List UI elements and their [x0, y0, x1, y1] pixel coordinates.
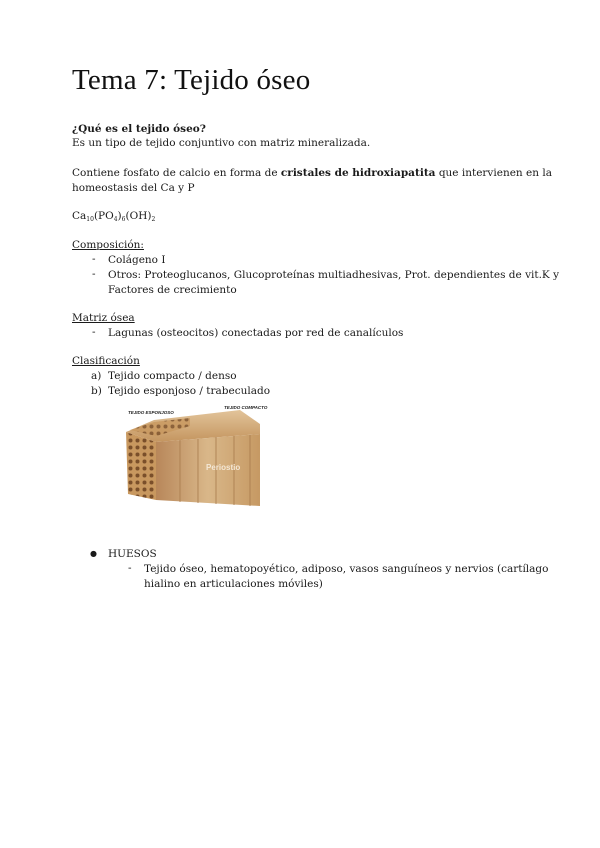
classification-item: Tejido esponjoso / trabeculado	[108, 385, 271, 397]
matrix-heading: Matriz ósea	[72, 312, 135, 324]
composition-item: Otros: Proteoglucanos, Glucoproteínas multiadhesivas, Prot. dependientes de vit.K y	[108, 269, 560, 281]
dash-bullet: -	[92, 253, 96, 265]
question-answer: Es un tipo de tejido conjuntivo con matriz mineralizada.	[72, 137, 371, 149]
paragraph-hydroxyapatite	[72, 166, 552, 181]
bones-item: Tejido óseo, hematopoyético, adiposo, vasos sanguíneos y nervios (cartílago	[144, 563, 549, 575]
formula-po: (PO	[93, 210, 114, 222]
formula-po-sub: 4	[113, 216, 118, 223]
matrix-item: Lagunas (osteocitos) conectadas por red de canalículos	[108, 327, 404, 339]
formula-ca: Ca	[72, 210, 87, 222]
paragraph-post: que intervienen en la	[438, 167, 552, 179]
classification-item: Tejido compacto / denso	[108, 370, 237, 382]
bone-tissue-illustration	[120, 402, 270, 514]
formula-oh: (OH)	[125, 210, 152, 222]
bones-item-continued: hialino en articulaciones móviles)	[144, 578, 323, 590]
page-title: Tema 7: Tejido óseo	[72, 64, 311, 96]
paragraph-bold: cristales de hidroxiapatita	[280, 167, 436, 179]
classification-marker: a)	[91, 370, 102, 382]
formula-ca-sub: 10	[86, 216, 94, 223]
chemical-formula	[72, 209, 155, 227]
formula-paren-sub: 6	[121, 216, 126, 223]
classification-marker: b)	[91, 385, 102, 397]
composition-item: Colágeno I	[108, 254, 166, 266]
question-heading: ¿Qué es el tejido óseo?	[72, 123, 206, 135]
classification-heading: Clasificación	[72, 355, 140, 367]
label-periostio: Periostio	[206, 463, 241, 472]
bones-heading: HUESOS	[108, 548, 157, 560]
label-spongy: TEJIDO ESPONJOSO	[128, 410, 174, 415]
dash-bullet: -	[92, 326, 96, 338]
round-bullet: ●	[90, 549, 97, 558]
composition-item-continued: Factores de crecimiento	[108, 284, 237, 296]
dash-bullet: -	[128, 562, 132, 574]
formula-oh-sub: 2	[151, 216, 156, 223]
composition-heading: Composición:	[72, 239, 144, 251]
paragraph-pre: Contiene fosfato de calcio en forma de	[72, 167, 278, 179]
dash-bullet: -	[92, 268, 96, 280]
label-compact: TEJIDO COMPACTO	[224, 405, 268, 410]
paragraph-line2: homeostasis del Ca y P	[72, 182, 195, 194]
formula-paren: )	[117, 210, 122, 222]
